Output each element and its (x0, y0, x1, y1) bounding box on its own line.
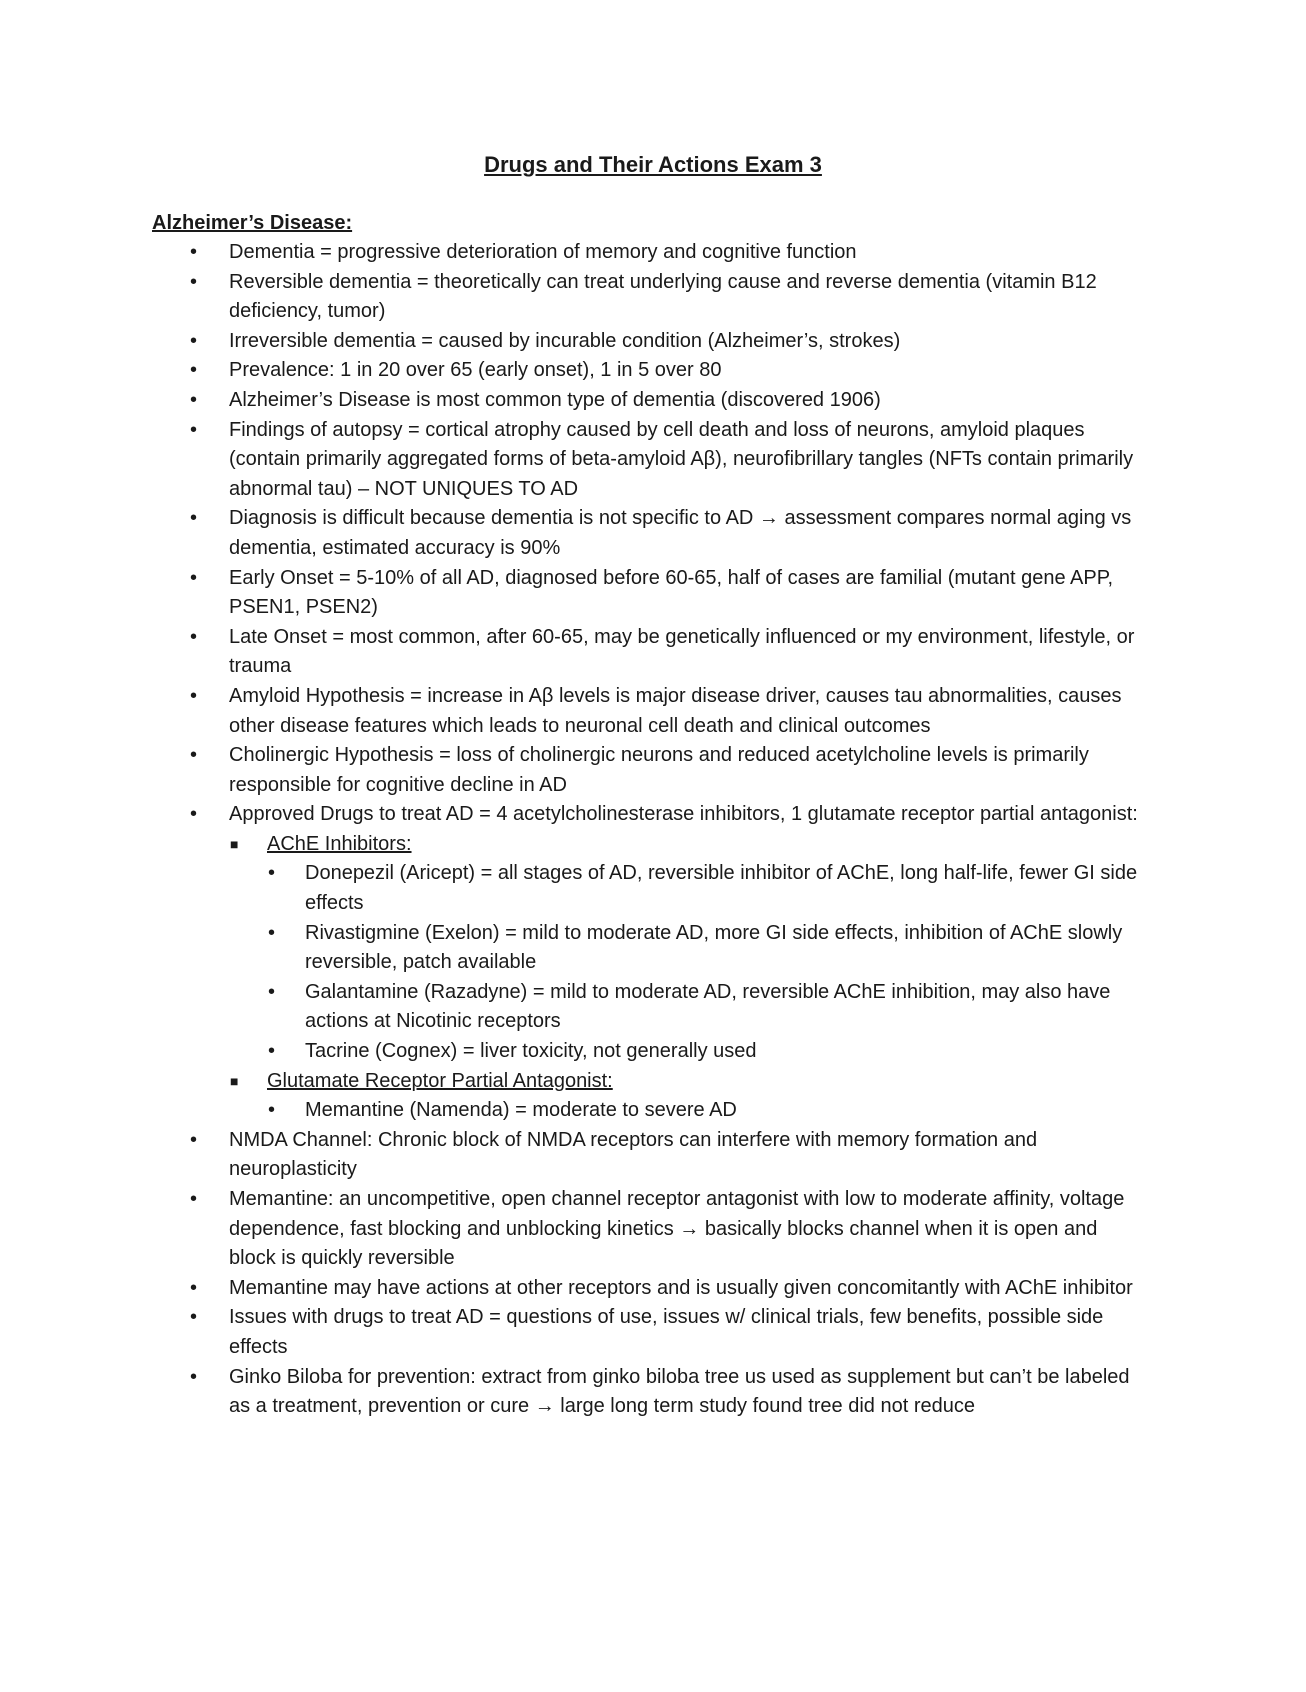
list-item: • Tacrine (Cognex) = liver toxicity, not generally used (0, 1037, 1150, 1067)
document-body (0, 238, 1306, 1422)
list-item: • Donepezil (Aricept) = all stages of AD, reversible inhibitor of AChE, long half-life, fewer GI side effects (0, 859, 1150, 918)
bullet-list (0, 238, 1306, 1422)
square-bullet-icon: ■ (230, 835, 239, 852)
bullet-icon: • (190, 1306, 198, 1329)
bullet-icon: • (268, 980, 276, 1003)
list-item: • Early Onset = 5-10% of all AD, diagnosed before 60-65, half of cases are familial (mutant gene APP, PSEN1, PSEN2) (0, 564, 1149, 623)
bullet-icon: • (190, 744, 198, 767)
bullet-icon: • (190, 625, 198, 648)
bullet-icon: • (190, 1276, 198, 1299)
list-item: • Dementia = progressive deterioration of memory and cognitive function (0, 238, 1149, 268)
bullet-icon: • (190, 1365, 198, 1388)
square-bullet-icon: ■ (230, 1072, 239, 1089)
list-item: • Ginko Biloba for prevention: extract from ginko biloba tree us used as supplement but can’t be labeled as a treatment, prevention or cure → large long term study found tree did not reduce (0, 1363, 1149, 1422)
list-item: • Irreversible dementia = caused by incurable condition (Alzheimer’s, strokes) (0, 327, 1149, 357)
section-heading: Alzheimer’s Disease: (152, 212, 353, 234)
list-item: • Issues with drugs to treat AD = questions of use, issues w/ clinical trials, few benefits, possible side effects (0, 1303, 1149, 1362)
list-item: • Findings of autopsy = cortical atrophy caused by cell death and loss of neurons, amyloid plaques (contain primarily aggregated forms of beta-amyloid Aβ), neurofibrillary tangles (NFTs contain primarily abnormal tau) – NOT UNIQUES TO AD (0, 416, 1149, 505)
list-item: • Diagnosis is difficult because dementia is not specific to AD → assessment compares normal aging vs dementia, estimated accuracy is 90% (0, 504, 1149, 563)
list-item: • Galantamine (Razadyne) = mild to moderate AD, reversible AChE inhibition, may also have actions at Nicotinic receptors (0, 978, 1150, 1037)
list-item: • Late Onset = most common, after 60-65, may be genetically influenced or my environment, lifestyle, or trauma (0, 623, 1149, 682)
bullet-icon: • (190, 241, 198, 263)
bullet-icon: • (268, 1099, 276, 1122)
document-title: Drugs and Their Actions Exam 3 (484, 152, 822, 177)
bullet-icon: • (190, 418, 198, 441)
bullet-icon: • (190, 507, 198, 530)
bullet-icon: • (190, 803, 198, 826)
list-item: • Alzheimer’s Disease is most common type of dementia (discovered 1906) (0, 386, 1149, 416)
list-item: • Approved Drugs to treat AD = 4 acetylcholinesterase inhibitors, 1 glutamate receptor partial antagonist: (0, 800, 1149, 830)
list-item: • Memantine (Namenda) = moderate to severe AD (0, 1096, 1150, 1126)
list-item: • Amyloid Hypothesis = increase in Aβ levels is major disease driver, causes tau abnormalities, causes other disease features which leads to neuronal cell death and clinical outcomes (0, 682, 1149, 741)
drug-group-heading: ■ AChE Inhibitors: (0, 830, 1147, 860)
list-item: • Reversible dementia = theoretically can treat underlying cause and reverse dementia (vitamin B12 deficiency, tumor) (0, 268, 1149, 327)
list-item: • Memantine may have actions at other receptors and is usually given concomitantly with AChE inhibitor (0, 1274, 1149, 1304)
bullet-icon: • (268, 1040, 276, 1063)
bullet-icon: • (268, 921, 276, 944)
list-item: • Cholinergic Hypothesis = loss of cholinergic neurons and reduced acetylcholine levels is primarily responsible for cognitive decline in AD (0, 741, 1149, 800)
bullet-icon: • (190, 270, 198, 293)
list-item: • Prevalence: 1 in 20 over 65 (early onset), 1 in 5 over 80 (0, 356, 1149, 386)
bullet-icon: • (190, 1128, 198, 1151)
bullet-icon: • (190, 359, 198, 382)
drug-group-heading: ■ Glutamate Receptor Partial Antagonist: (0, 1067, 1147, 1097)
bullet-icon: • (190, 388, 198, 411)
list-item: • NMDA Channel: Chronic block of NMDA receptors can interfere with memory formation and neuroplasticity (0, 1126, 1149, 1185)
list-item: • Rivastigmine (Exelon) = mild to moderate AD, more GI side effects, inhibition of AChE slowly reversible, patch available (0, 919, 1150, 978)
bullet-icon: • (190, 684, 198, 707)
bullet-icon: • (190, 566, 198, 589)
bullet-icon: • (268, 862, 276, 885)
bullet-icon: • (190, 1188, 198, 1210)
list-item: • Memantine: an uncompetitive, open channel receptor antagonist with low to moderate affinity, voltage dependence, fast blocking and unblocking kinetics → basically blocks channel when it is open and block is quickly reversible (0, 1185, 1149, 1274)
bullet-icon: • (190, 329, 198, 352)
